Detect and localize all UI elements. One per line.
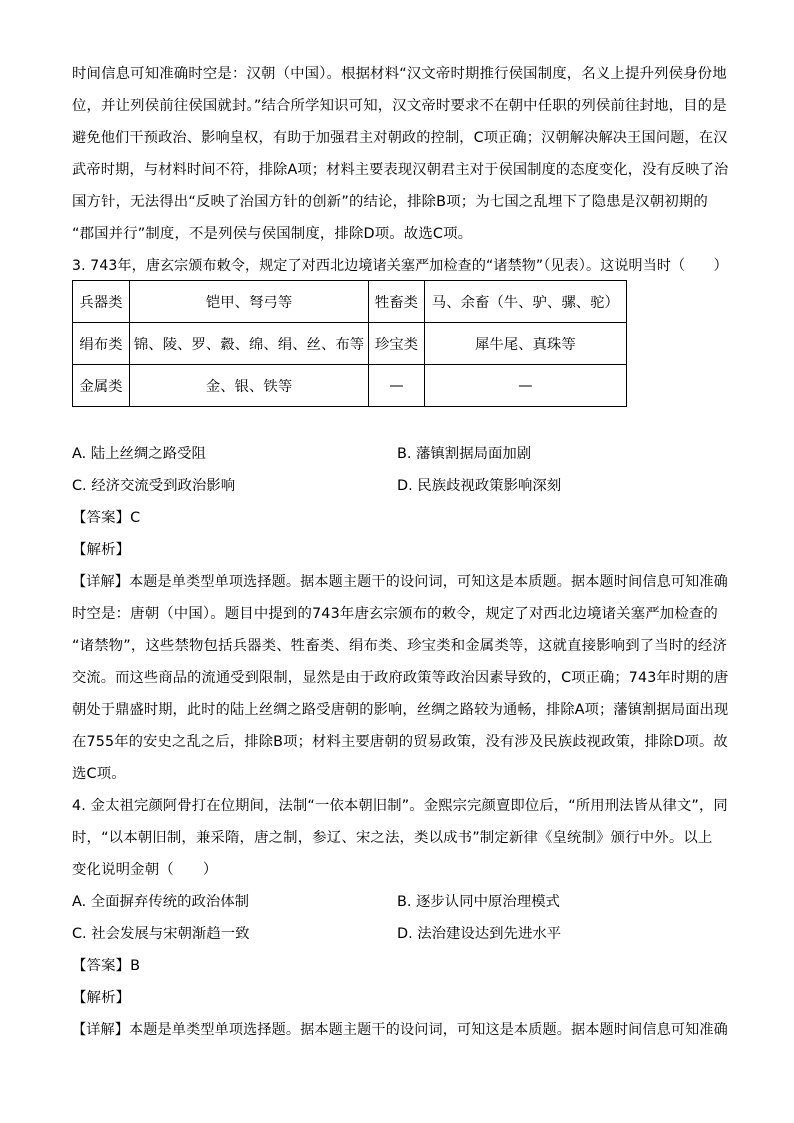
detail-line: 时空是：唐朝（中国）。题目中提到的743年唐玄宗颁布的敕令，规定了对西北边境诸关塞严加检查的 [72, 606, 718, 622]
analysis-label: 【解析】 [72, 542, 131, 558]
paragraph-line: 时间信息可知准确时空是：汉朝（中国）。根据材料“汉文帝时期推行侯国制度，名义上提升列侯身份地 [72, 66, 727, 82]
detail-line [72, 1020, 728, 1040]
detail-line: 朝处于鼎盛时期，此时的陆上丝绸之路受唐朝的影响，丝绸之路较为通畅，排除A项；藩镇割据局面出现 [72, 702, 729, 718]
detail-line [72, 572, 728, 592]
detail-line: “诸禁物”，这些禁物包括兵器类、牲畜类、绢布类、珍宝类和金属类等，这就直接影响到了当时的经济 [72, 638, 728, 654]
table-row [73, 281, 627, 323]
answer-line [72, 508, 140, 528]
question-4-stem: 变化说明金朝（ ） [72, 862, 218, 878]
table-cell: 铠甲、弩弓等 [129, 281, 368, 323]
option-a: A. 全面摒弃传统的政治体制 [72, 894, 250, 910]
paragraph-line: 国方针，无法得出“反映了治国方针的创新”的结论，排除B项；为七国之乱埋下了隐患是汉朝初期的 [72, 194, 708, 210]
detail-text: 本题是单类型单项选择题。据本题主题干的设问词，可知这是本质题。据本题时间信息可知准确 [129, 574, 728, 590]
detail-label: 【详解】 [72, 1022, 130, 1038]
option-c: C. 经济交流受到政治影响 [72, 478, 236, 494]
table-cell: 牲畜类 [369, 281, 425, 323]
table-cell: 犀牛尾、真珠等 [424, 323, 626, 365]
detail-line: 交流。而这些商品的流通受到限制，显然是由于政府政策等政治因素导致的，C项正确；743年时期的唐 [72, 670, 729, 686]
option-d: D. 民族歧视政策影响深刻 [397, 478, 562, 494]
option-a: A. 陆上丝绸之路受阻 [72, 446, 206, 462]
paragraph-line: “郡国并行”制度，不是列侯与侯国制度，排除D项。故选C项。 [72, 226, 473, 242]
detail-line: 选C项。 [72, 766, 126, 782]
table-cell: 金、银、铁等 [129, 365, 368, 407]
detail-label: 【详解】 [72, 574, 130, 590]
question-4-stem: 4. 金太祖完颜阿骨打在位期间，法制“一依本朝旧制”。金熙宗完颜亶即位后，“所用刑法皆从律文”，同 [72, 798, 728, 814]
option-d: D. 法治建设达到先进水平 [397, 926, 562, 942]
detail-text: 本题是单类型单项选择题。据本题主题干的设问词，可知这是本质题。据本题时间信息可知准确 [129, 1022, 728, 1038]
table-row [73, 323, 627, 365]
table-row [73, 365, 627, 407]
table-cell: 珍宝类 [369, 323, 425, 365]
option-c: C. 社会发展与宋朝渐趋一致 [72, 926, 250, 942]
table-cell: 兵器类 [73, 281, 130, 323]
answer-value: B [130, 958, 141, 974]
table-cell: 马、余畜（牛、驴、骡、驼） [424, 281, 626, 323]
answer-label: 【答案】 [72, 510, 131, 526]
answer-line [72, 956, 140, 976]
answer-label: 【答案】 [72, 958, 131, 974]
option-b: B. 藩镇割据局面加剧 [397, 446, 532, 462]
table-cell: 绢布类 [73, 323, 130, 365]
paragraph-line: 避免他们干预政治、影响皇权，有助于加强君主对朝政的控制，C项正确；汉朝解决解决王国问题，在汉 [72, 130, 728, 146]
paragraph-line: 位，并让列侯前往侯国就封。”结合所学知识可知，汉文帝时要求不在朝中任职的列侯前往封地，目的是 [72, 98, 727, 114]
table-cell: 锦、陵、罗、縠、绵、绢、丝、布等 [129, 323, 368, 365]
question-4-stem: 时，“以本朝旧制，兼采隋，唐之制，参辽、宋之法，类以成书”制定新律《皇统制》颁行中外。以上 [72, 830, 713, 846]
option-b: B. 逐步认同中原治理模式 [397, 894, 560, 910]
detail-line: 在755年的安史之乱之后，排除B项；材料主要唐朝的贸易政策，没有涉及民族歧视政策，排除D项。故 [72, 734, 728, 750]
table-cell: 金属类 [73, 365, 130, 407]
table-cell: — [424, 365, 626, 407]
analysis-label: 【解析】 [72, 990, 131, 1006]
table-cell: — [369, 365, 425, 407]
answer-value: C [130, 510, 141, 526]
forbidden-goods-table [72, 280, 627, 407]
paragraph-line: 武帝时期，与材料时间不符，排除A项；材料主要表现汉朝君主对于侯国制度的态度变化，没有反映了治 [72, 162, 729, 178]
question-3-stem: 3. 743年，唐玄宗颁布敕令，规定了对西北边境诸关塞严加检查的“诸禁物”（见表）。这说明当时（ ） [72, 258, 728, 274]
